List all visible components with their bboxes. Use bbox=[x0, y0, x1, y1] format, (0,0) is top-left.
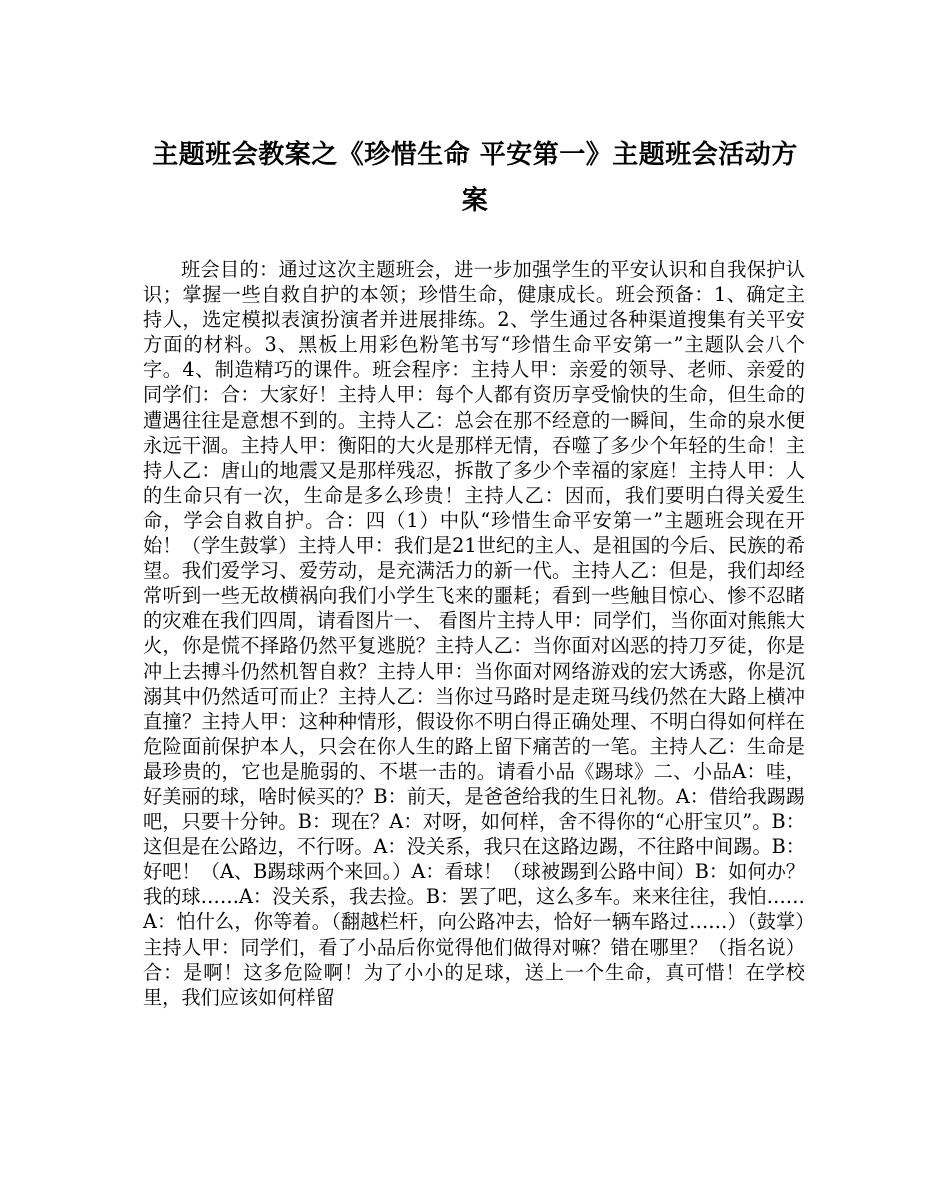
document-title: 主题班会教案之《珍惜生命 平安第一》主题班会活动方案 bbox=[152, 140, 798, 216]
document-body-paragraph: 班会目的：通过这次主题班会，进一步加强学生的平安认识和自我保护认识；掌握一些自救自护的本领；珍惜生命，健康成长。班会预备：1、确定主持人，选定模拟表演扮演者并进展排练。2、学生通过各种渠道搜集有关平安方面的材料。3、黑板上用彩色粉笔书写“珍惜生命平安第一”主题队会八个字。4、制造精巧的课件。班会程序：主持人甲：亲爱的领导、老师、亲爱的同学们：合：大家好！主持人甲：每个人都有资历享受愉快的生命，但生命的遭遇往往是意想不到的。主持人乙：总会在那不经意的一瞬间，生命的泉水便永远干涸。主持人甲：衡阳的大火是那样无情，吞噬了多少个年轻的生命！主持人乙：唐山的地震又是那样残忍，拆散了多少个幸福的家庭！主持人甲：人的生命只有一次，生命是多么珍贵！主持人乙：因而，我们要明白得关爱生命，学会自救自护。合：四（1）中队“珍惜生命平安第一”主题班会现在开始！（学生鼓掌）主持人甲：我们是21世纪的主人、是祖国的今后、民族的希望。我们爱学习、爱劳动，是充满活力的新一代。主持人乙：但是，我们却经常听到一些无故横祸向我们小学生飞来的噩耗；看到一些触目惊心、惨不忍睹的灾难在我们四周，请看图片一、 看图片主持人甲：同学们，当你面对熊熊大火，你是慌不择路仍然平复逃脱？主持人乙：当你面对凶恶的持刀歹徒，你是冲上去搏斗仍然机智自救？主持人甲：当你面对网络游戏的宏大诱惑，你是沉溺其中仍然适可而止？主持人乙：当你过马路时是走斑马线仍然在大路上横冲直撞？主持人甲：这种种情形，假设你不明白得正确处理、不明白得如何样在危险面前保护本人，只会在你人生的路上留下痛苦的一笔。主持人乙：生命是最珍贵的，它也是脆弱的、不堪一击的。请看小品《踢球》二、小品A：哇，好美丽的球，啥时候买的？B：前天，是爸爸给我的生日礼物。A：借给我踢踢吧，只要十分钟。B：现在？A：对呀，如何样，舍不得你的“心肝宝贝”。B：这但是在公路边，不行呀。A：没关系，我只在这路边踢，不往路中间踢。B：好吧！（A、B踢球两个来回。）A：看球！（球被踢到公路中间）B：如何办？我的球……A：没关系，我去捡。B：罢了吧，这么多车。来来往往，我怕……A：怕什么，你等着。（翻越栏杆，向公路冲去，恰好一辆车路过……）（鼓掌）主持人甲：同学们，看了小品后你觉得他们做得对嘛？错在哪里？（指名说）合：是啊！这多危险啊！为了小小的足球，送上一个生命，真可惜！在学校里，我们应该如何样留 bbox=[143, 258, 805, 1009]
